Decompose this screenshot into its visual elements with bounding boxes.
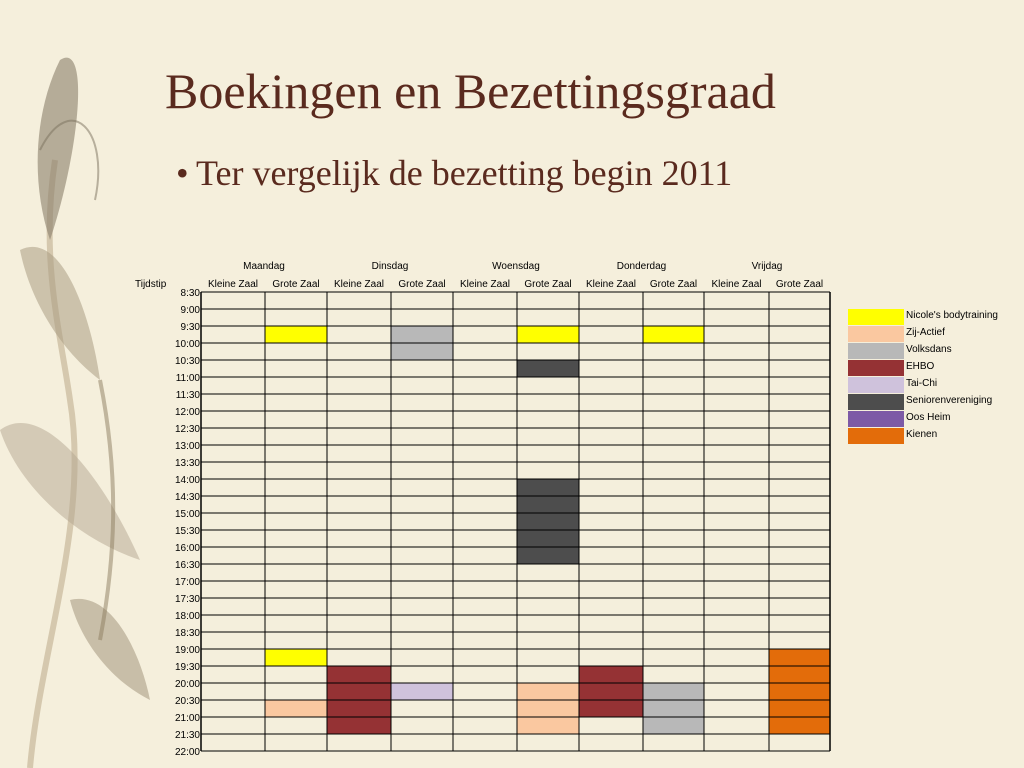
time-label: 14:00 bbox=[174, 475, 200, 486]
time-label: 11:00 bbox=[175, 373, 200, 384]
booking-cell-nicole bbox=[265, 649, 327, 666]
legend-item-kienen bbox=[848, 428, 1023, 444]
booking-cell-senioren bbox=[517, 479, 579, 564]
time-label: 17:30 bbox=[174, 594, 200, 605]
time-label: 18:30 bbox=[174, 628, 200, 639]
time-label: 10:00 bbox=[174, 339, 200, 350]
time-label: 8:30 bbox=[180, 288, 200, 299]
time-label: 19:30 bbox=[174, 662, 200, 673]
time-label: 15:30 bbox=[174, 526, 200, 537]
booking-cell-kienen bbox=[769, 649, 830, 734]
room-header: Kleine Zaal bbox=[207, 279, 259, 290]
time-label: 13:30 bbox=[174, 458, 200, 469]
page-title: Boekingen en Bezettingsgraad bbox=[165, 63, 776, 119]
booking-cell-senioren bbox=[517, 360, 579, 377]
grid-background bbox=[201, 292, 830, 751]
time-label: 15:00 bbox=[174, 509, 200, 520]
legend-swatch bbox=[848, 326, 904, 342]
legend-item-oos bbox=[848, 411, 1023, 427]
day-header: Donderdag bbox=[616, 261, 667, 272]
day-header: Maandag bbox=[243, 261, 285, 272]
legend-item-zij bbox=[848, 326, 1023, 342]
time-label: 10:30 bbox=[174, 356, 200, 367]
time-label: 14:30 bbox=[174, 492, 200, 503]
time-label: 21:30 bbox=[174, 730, 200, 741]
legend-label: Oos Heim bbox=[906, 412, 951, 423]
time-label: 19:00 bbox=[174, 645, 200, 656]
room-header: Kleine Zaal bbox=[711, 279, 762, 290]
room-header: Grote Zaal bbox=[272, 279, 320, 290]
room-header: Kleine Zaal bbox=[333, 279, 385, 290]
legend-swatch bbox=[848, 428, 904, 444]
booking-cell-nicole bbox=[643, 326, 704, 343]
time-label: 16:00 bbox=[174, 543, 200, 554]
time-label: 12:00 bbox=[174, 407, 200, 418]
legend-label: Volksdans bbox=[906, 344, 952, 355]
booking-cell-nicole bbox=[265, 326, 327, 343]
tijdstip-header: Tijdstip bbox=[135, 279, 167, 290]
day-header: Dinsdag bbox=[371, 261, 409, 272]
room-header: Grote Zaal bbox=[775, 279, 824, 290]
booking-cell-volksdans bbox=[643, 683, 704, 734]
booking-cell-ehbo bbox=[579, 666, 643, 717]
room-header: Kleine Zaal bbox=[585, 279, 637, 290]
room-header: Kleine Zaal bbox=[459, 279, 511, 290]
time-label: 17:00 bbox=[174, 577, 200, 588]
legend-label: Kienen bbox=[906, 429, 938, 440]
legend-label: Nicole's bodytraining bbox=[906, 310, 998, 321]
time-label: 16:30 bbox=[174, 560, 200, 571]
legend-swatch bbox=[848, 360, 904, 376]
time-label: 13:00 bbox=[174, 441, 200, 452]
time-label: 21:00 bbox=[174, 713, 200, 724]
legend-item-nicole bbox=[848, 309, 1023, 325]
booking-cell-zij bbox=[265, 700, 327, 717]
legend-item-ehbo bbox=[848, 360, 1023, 376]
booking-cell-nicole bbox=[517, 326, 579, 343]
time-label: 20:00 bbox=[174, 679, 200, 690]
room-header: Grote Zaal bbox=[398, 279, 446, 290]
legend-label: Seniorenvereniging bbox=[906, 395, 993, 406]
legend-swatch bbox=[848, 309, 904, 325]
booking-cell-taichi bbox=[391, 683, 453, 700]
legend-item-senioren bbox=[848, 394, 1023, 410]
day-header: Woensdag bbox=[492, 261, 540, 272]
legend-label: EHBO bbox=[906, 361, 935, 372]
bullet-dot-icon: • bbox=[176, 153, 189, 193]
booking-cell-zij bbox=[517, 683, 579, 734]
bullet-text: Ter vergelijk de bezetting begin 2011 bbox=[196, 153, 733, 193]
time-label: 9:00 bbox=[180, 305, 200, 316]
legend-item-taichi bbox=[848, 377, 1023, 393]
legend-item-volksdans bbox=[848, 343, 1023, 359]
time-label: 22:00 bbox=[174, 747, 200, 758]
room-header: Grote Zaal bbox=[649, 279, 698, 290]
time-label: 18:00 bbox=[174, 611, 200, 622]
legend-swatch bbox=[848, 377, 904, 393]
room-header: Grote Zaal bbox=[524, 279, 572, 290]
time-label: 9:30 bbox=[180, 322, 200, 333]
legend-label: Tai-Chi bbox=[906, 378, 938, 389]
legend-swatch bbox=[848, 411, 904, 427]
day-header: Vrijdag bbox=[751, 261, 783, 272]
legend-swatch bbox=[848, 343, 904, 359]
time-label: 20:30 bbox=[174, 696, 200, 707]
legend-label: Zij-Actief bbox=[906, 327, 945, 338]
time-label: 11:30 bbox=[175, 390, 200, 401]
legend-swatch bbox=[848, 394, 904, 410]
time-label: 12:30 bbox=[174, 424, 200, 435]
